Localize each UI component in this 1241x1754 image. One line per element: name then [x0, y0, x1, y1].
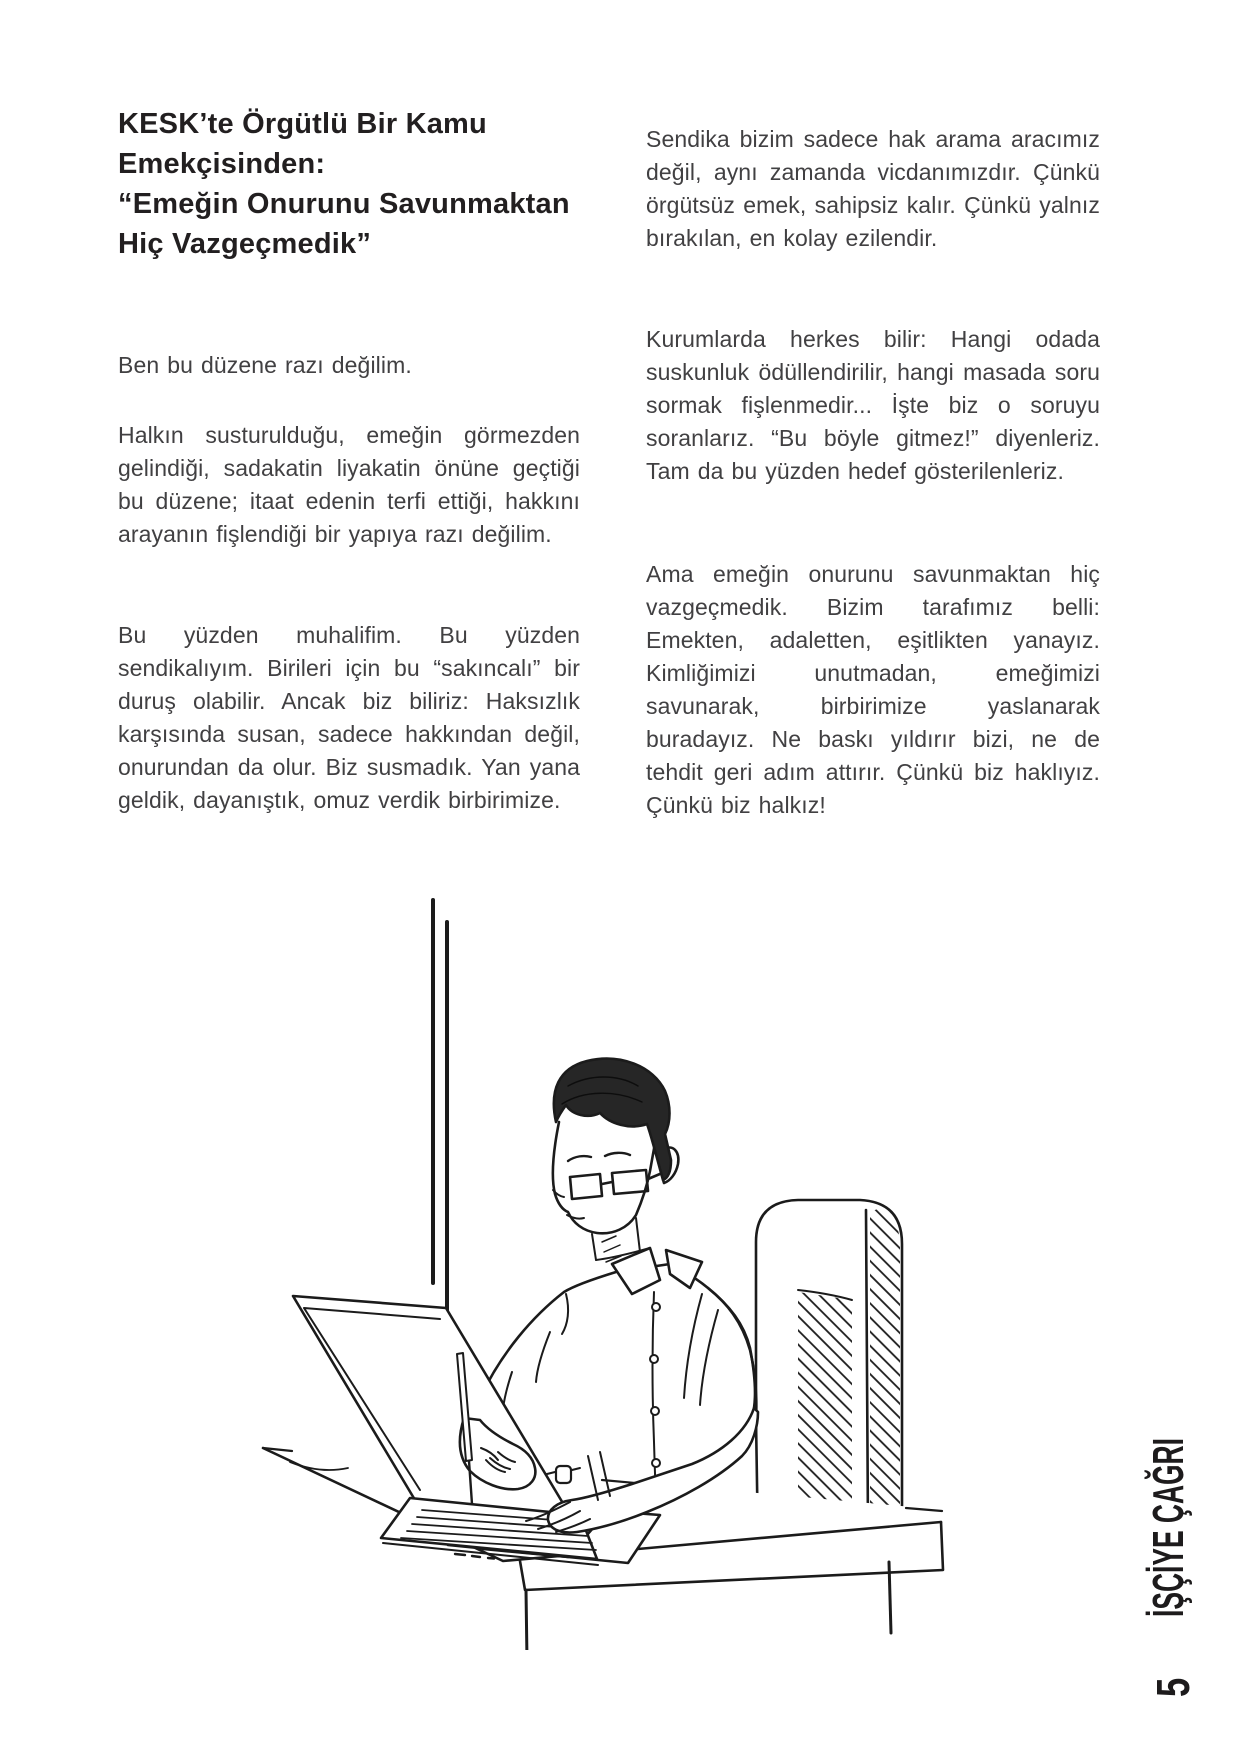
paragraph: Ama emeğin onurunu savunmaktan hiç vazgeçmedik. Bizim tarafımız belli: Emekten, adaletten, eşitlikten yanayız. Kimliğimizi unutmadan, emeğimizi savunarak, birbirimize yaslanarak buradayız. Ne baskı yıldırır bizi, ne de tehdit geri adım attırır. Çünkü biz haklıyız. Çünkü biz halkız!	[646, 561, 1100, 818]
paragraph: Ben bu düzene razı değilim.	[118, 352, 412, 378]
article-title-line: Emekçisinden:	[118, 148, 326, 180]
article-title-line: “Emeğin Onurunu Savunmaktan	[118, 188, 570, 220]
wall-lines-icon	[433, 900, 447, 1330]
paragraph: Bu yüzden muhalifim. Bu yüzden sendikalıyım. Birileri için bu “sakıncalı” bir duruş olabilir. Ancak biz biliriz: Haksızlık karşısında susan, sadece hakkından değil, onurundan da olur. Biz susmadık. Yan yana geldik, dayanıştık, omuz verdik birbirimize.	[118, 622, 580, 813]
article-title	[118, 104, 588, 264]
man-writing-at-desk-illustration	[250, 860, 960, 1650]
paragraph: Halkın susturulduğu, emeğin görmezden gelindiği, sadakatin liyakatin önüne geçtiği bu düzene; itaat edenin terfi ettiği, hakkını arayanın fişlendiği bir yapıya razı değilim.	[118, 422, 580, 547]
page-number: 5	[1147, 1677, 1199, 1697]
office-chair-icon	[756, 1200, 902, 1532]
article-title-line: KESK’te Örgütlü Bir Kamu	[118, 108, 487, 140]
magazine-title-vertical: İŞÇİYE ÇAĞRI	[1144, 1438, 1193, 1617]
paragraph: Kurumlarda herkes bilir: Hangi odada suskunluk ödüllendirilir, hangi masada soru sormak fişlenmedir... İşte biz o soruyu soranlarız. “Bu böyle gitmez!” diyenleriz. Tam da bu yüzden hedef gösterilenleriz.	[646, 326, 1100, 484]
article-title-line: Hiç Vazgeçmedik”	[118, 228, 372, 260]
paragraph: Sendika bizim sadece hak arama aracımız değil, aynı zamanda vicdanımızdır. Çünkü örgütsüz emek, sahipsiz kalır. Çünkü yalnız bırakılan, en kolay ezilendir.	[646, 126, 1100, 251]
